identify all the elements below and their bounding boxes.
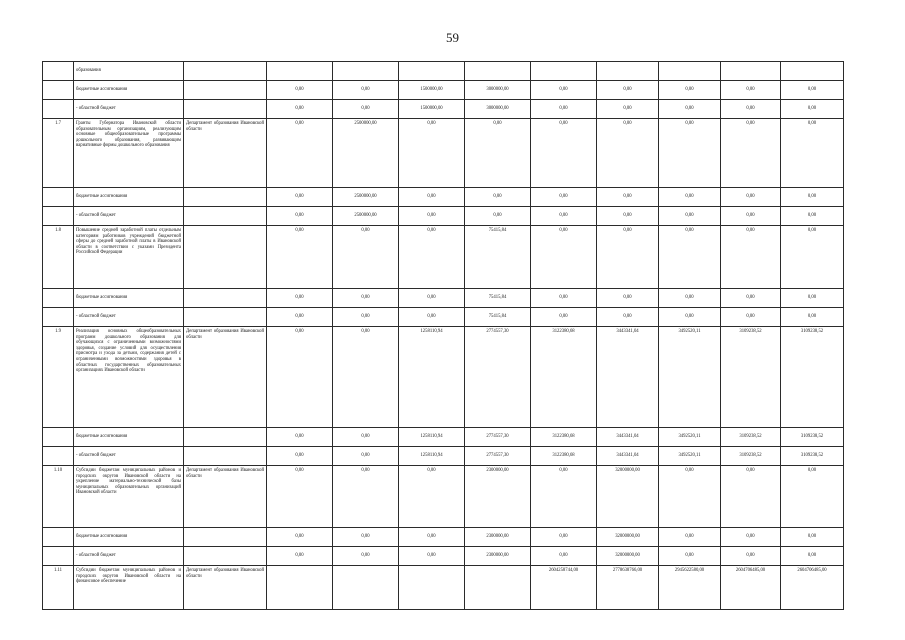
value-cell bbox=[267, 62, 333, 81]
value-cell: 0,00 bbox=[659, 100, 721, 119]
value-cell: 0,00 bbox=[659, 466, 721, 528]
description-cell: Субсидии бюджетам муниципальных районов и городских округов Ивановской области на укрепление материально-технической базы муниципальных образовательных организаций Ивановской области bbox=[74, 466, 184, 528]
row-number-cell bbox=[43, 81, 74, 100]
value-cell: 1258110,94 bbox=[399, 327, 465, 428]
department-cell bbox=[184, 62, 267, 81]
value-cell: 0,00 bbox=[267, 308, 333, 327]
value-cell: 0,00 bbox=[267, 100, 333, 119]
value-cell bbox=[465, 62, 531, 81]
value-cell: 0,00 bbox=[333, 289, 399, 308]
value-cell: 3109238,52 bbox=[781, 447, 844, 466]
table-row-budget-line bbox=[43, 81, 844, 100]
row-number-cell: 1.11 bbox=[43, 566, 74, 610]
value-cell: 0,00 bbox=[267, 428, 333, 447]
value-cell: 0,00 bbox=[333, 447, 399, 466]
description-cell: - областной бюджет bbox=[74, 308, 184, 327]
value-cell: 2774557,30 bbox=[465, 447, 531, 466]
value-cell: 0,00 bbox=[267, 466, 333, 528]
department-cell bbox=[184, 447, 267, 466]
department-cell: Департамент образования Ивановской области bbox=[184, 119, 267, 188]
value-cell: 0,00 bbox=[597, 308, 659, 327]
table-row-budget-line bbox=[43, 308, 844, 327]
value-cell: 0,00 bbox=[531, 547, 597, 566]
value-cell: 0,00 bbox=[597, 100, 659, 119]
value-cell: 0,00 bbox=[721, 528, 781, 547]
value-cell: 3109238,52 bbox=[721, 327, 781, 428]
value-cell: 0,00 bbox=[721, 547, 781, 566]
value-cell: 0,00 bbox=[267, 327, 333, 428]
value-cell: 0,00 bbox=[781, 100, 844, 119]
value-cell: 0,00 bbox=[267, 547, 333, 566]
table-row-measure bbox=[43, 226, 844, 289]
value-cell: 0,00 bbox=[399, 289, 465, 308]
value-cell bbox=[531, 62, 597, 81]
value-cell: 0,00 bbox=[399, 119, 465, 188]
value-cell: 0,00 bbox=[531, 119, 597, 188]
value-cell: 0,00 bbox=[781, 226, 844, 289]
value-cell: 3492520,11 bbox=[659, 327, 721, 428]
value-cell: 0,00 bbox=[721, 207, 781, 226]
value-cell: 2500000,00 bbox=[333, 188, 399, 207]
row-number-cell bbox=[43, 62, 74, 81]
value-cell: 0,00 bbox=[267, 447, 333, 466]
value-cell: 0,00 bbox=[659, 207, 721, 226]
department-cell: Департамент образования Ивановской области bbox=[184, 466, 267, 528]
value-cell: 0,00 bbox=[333, 466, 399, 528]
value-cell: 2604706485,00 bbox=[781, 566, 844, 610]
value-cell: 0,00 bbox=[597, 81, 659, 100]
value-cell: 0,00 bbox=[333, 327, 399, 428]
department-cell: Департамент образования Ивановской области bbox=[184, 566, 267, 610]
value-cell: 0,00 bbox=[597, 207, 659, 226]
table-row-budget-line bbox=[43, 289, 844, 308]
value-cell: 0,00 bbox=[721, 226, 781, 289]
description-cell: Гранты Губернатора Ивановской области образовательным организациям, реализующим основные общеобразовательные программы дошкольного образования, развивающим вариативные формы дошкольного образования bbox=[74, 119, 184, 188]
value-cell: 0,00 bbox=[465, 207, 531, 226]
value-cell: 0,00 bbox=[659, 289, 721, 308]
description-cell: Субсидии бюджетам муниципальных районов и городских округов Ивановской области на финансовое обеспечение bbox=[74, 566, 184, 610]
value-cell: 0,00 bbox=[781, 188, 844, 207]
value-cell: 2778638766,00 bbox=[597, 566, 659, 610]
department-cell bbox=[184, 207, 267, 226]
value-cell: 0,00 bbox=[399, 547, 465, 566]
description-cell: - областной бюджет bbox=[74, 207, 184, 226]
table-row-measure bbox=[43, 466, 844, 528]
value-cell: 2300000,00 bbox=[465, 466, 531, 528]
table-row-budget-line bbox=[43, 447, 844, 466]
value-cell: 0,00 bbox=[333, 100, 399, 119]
value-cell: 32000000,00 bbox=[597, 528, 659, 547]
value-cell: 0,00 bbox=[267, 188, 333, 207]
value-cell: 0,00 bbox=[597, 226, 659, 289]
department-cell bbox=[184, 547, 267, 566]
department-cell bbox=[184, 528, 267, 547]
value-cell: 1258110,94 bbox=[399, 428, 465, 447]
department-cell bbox=[184, 308, 267, 327]
row-number-cell bbox=[43, 188, 74, 207]
table-row-budget-line bbox=[43, 528, 844, 547]
value-cell: 3443341,04 bbox=[597, 327, 659, 428]
value-cell: 0,00 bbox=[267, 528, 333, 547]
value-cell: 0,00 bbox=[531, 289, 597, 308]
value-cell: 2500000,00 bbox=[333, 119, 399, 188]
value-cell: 0,00 bbox=[781, 119, 844, 188]
value-cell bbox=[399, 566, 465, 610]
value-cell: 2945622580,00 bbox=[659, 566, 721, 610]
row-number-cell bbox=[43, 308, 74, 327]
value-cell bbox=[721, 62, 781, 81]
value-cell: 0,00 bbox=[333, 308, 399, 327]
value-cell: 0,00 bbox=[333, 528, 399, 547]
value-cell: 0,00 bbox=[267, 119, 333, 188]
value-cell: 2500000,00 bbox=[333, 207, 399, 226]
value-cell: 3122380,68 bbox=[531, 428, 597, 447]
value-cell: 0,00 bbox=[597, 119, 659, 188]
value-cell: 2604258744,00 bbox=[531, 566, 597, 610]
value-cell: 0,00 bbox=[399, 528, 465, 547]
value-cell: 3443341,04 bbox=[597, 428, 659, 447]
department-cell bbox=[184, 428, 267, 447]
description-cell: бюджетные ассигнования bbox=[74, 188, 184, 207]
value-cell: 0,00 bbox=[333, 428, 399, 447]
value-cell: 0,00 bbox=[267, 289, 333, 308]
value-cell bbox=[267, 566, 333, 610]
value-cell: 3109238,52 bbox=[721, 428, 781, 447]
value-cell: 0,00 bbox=[781, 289, 844, 308]
row-number-cell: 1.9 bbox=[43, 327, 74, 428]
department-cell bbox=[184, 100, 267, 119]
value-cell: 2774557,30 bbox=[465, 428, 531, 447]
description-cell: - областной бюджет bbox=[74, 547, 184, 566]
value-cell: 0,00 bbox=[531, 466, 597, 528]
table-row-measure bbox=[43, 566, 844, 610]
table-row-budget-line bbox=[43, 62, 844, 81]
value-cell: 3109238,52 bbox=[781, 327, 844, 428]
value-cell: 0,00 bbox=[531, 100, 597, 119]
row-number-cell bbox=[43, 289, 74, 308]
table-row-budget-line bbox=[43, 428, 844, 447]
value-cell bbox=[597, 62, 659, 81]
value-cell: 0,00 bbox=[267, 81, 333, 100]
description-cell: бюджетные ассигнования bbox=[74, 289, 184, 308]
value-cell: 0,00 bbox=[659, 528, 721, 547]
row-number-cell: 1.10 bbox=[43, 466, 74, 528]
page-number: 59 bbox=[446, 30, 459, 45]
row-number-cell: 1.8 bbox=[43, 226, 74, 289]
description-cell: бюджетные ассигнования bbox=[74, 528, 184, 547]
value-cell: 0,00 bbox=[531, 188, 597, 207]
value-cell bbox=[781, 62, 844, 81]
value-cell: 75415,84 bbox=[465, 226, 531, 289]
value-cell: 0,00 bbox=[781, 547, 844, 566]
value-cell bbox=[659, 62, 721, 81]
value-cell: 0,00 bbox=[465, 188, 531, 207]
value-cell: 2604706485,00 bbox=[721, 566, 781, 610]
row-number-cell bbox=[43, 428, 74, 447]
value-cell: 0,00 bbox=[531, 528, 597, 547]
description-cell: - областной бюджет bbox=[74, 447, 184, 466]
row-number-cell bbox=[43, 100, 74, 119]
value-cell: 0,00 bbox=[721, 119, 781, 188]
row-number-cell bbox=[43, 528, 74, 547]
value-cell: 0,00 bbox=[333, 226, 399, 289]
value-cell: 0,00 bbox=[399, 188, 465, 207]
value-cell: 0,00 bbox=[333, 81, 399, 100]
value-cell: 0,00 bbox=[399, 226, 465, 289]
description-cell: - областной бюджет bbox=[74, 100, 184, 119]
value-cell: 1258110,94 bbox=[399, 447, 465, 466]
row-number-cell: 1.7 bbox=[43, 119, 74, 188]
value-cell: 32000000,00 bbox=[597, 466, 659, 528]
value-cell: 3122380,68 bbox=[531, 447, 597, 466]
table-row-budget-line bbox=[43, 207, 844, 226]
value-cell: 0,00 bbox=[781, 308, 844, 327]
value-cell: 0,00 bbox=[333, 547, 399, 566]
table-body bbox=[43, 62, 844, 610]
value-cell: 0,00 bbox=[531, 308, 597, 327]
description-cell: бюджетные ассигнования bbox=[74, 81, 184, 100]
value-cell: 0,00 bbox=[267, 207, 333, 226]
value-cell: 32000000,00 bbox=[597, 547, 659, 566]
description-cell: бюджетные ассигнования bbox=[74, 428, 184, 447]
value-cell: 0,00 bbox=[399, 207, 465, 226]
value-cell: 0,00 bbox=[659, 81, 721, 100]
table-row-measure bbox=[43, 327, 844, 428]
value-cell bbox=[465, 566, 531, 610]
value-cell: 2300000,00 bbox=[465, 547, 531, 566]
value-cell: 0,00 bbox=[659, 547, 721, 566]
value-cell: 0,00 bbox=[531, 226, 597, 289]
value-cell: 3000000,00 bbox=[465, 81, 531, 100]
value-cell: 0,00 bbox=[659, 188, 721, 207]
value-cell: 75415,84 bbox=[465, 289, 531, 308]
row-number-cell bbox=[43, 207, 74, 226]
department-cell: Департамент образования Ивановской области bbox=[184, 327, 267, 428]
value-cell: 2300000,00 bbox=[465, 528, 531, 547]
value-cell: 0,00 bbox=[399, 466, 465, 528]
value-cell: 3109238,52 bbox=[721, 447, 781, 466]
department-cell bbox=[184, 289, 267, 308]
value-cell: 0,00 bbox=[721, 466, 781, 528]
value-cell: 0,00 bbox=[531, 207, 597, 226]
table-row-budget-line bbox=[43, 100, 844, 119]
description-cell: Повышение средней заработной платы отдельным категориям работников учреждений бюджетной сферы до средней заработной платы в Ивановской области в соответствии с указами Президента Российской Федерации bbox=[74, 226, 184, 289]
value-cell: 0,00 bbox=[531, 81, 597, 100]
value-cell: 0,00 bbox=[721, 308, 781, 327]
value-cell: 0,00 bbox=[597, 289, 659, 308]
value-cell: 75415,84 bbox=[465, 308, 531, 327]
value-cell bbox=[333, 62, 399, 81]
value-cell bbox=[333, 566, 399, 610]
value-cell: 3109238,52 bbox=[781, 428, 844, 447]
table-row-measure bbox=[43, 119, 844, 188]
row-number-cell bbox=[43, 547, 74, 566]
table-row-budget-line bbox=[43, 188, 844, 207]
value-cell: 0,00 bbox=[721, 289, 781, 308]
value-cell: 3492520,11 bbox=[659, 428, 721, 447]
value-cell: 1500000,00 bbox=[399, 100, 465, 119]
value-cell: 3443341,04 bbox=[597, 447, 659, 466]
value-cell: 0,00 bbox=[399, 308, 465, 327]
value-cell: 0,00 bbox=[465, 119, 531, 188]
value-cell: 0,00 bbox=[721, 188, 781, 207]
budget-table bbox=[42, 61, 844, 610]
value-cell: 0,00 bbox=[659, 119, 721, 188]
value-cell: 3122380,68 bbox=[531, 327, 597, 428]
description-cell: образования bbox=[74, 62, 184, 81]
value-cell: 1500000,00 bbox=[399, 81, 465, 100]
row-number-cell bbox=[43, 447, 74, 466]
department-cell bbox=[184, 226, 267, 289]
value-cell: 0,00 bbox=[781, 466, 844, 528]
value-cell: 0,00 bbox=[597, 188, 659, 207]
department-cell bbox=[184, 188, 267, 207]
value-cell: 0,00 bbox=[721, 100, 781, 119]
description-cell: Реализация основных общеобразовательных программ дошкольного образования для обучающихся с ограниченными возможностями здоровья, создание условий для осуществления присмотра и ухода за детьми, содержания детей с ограниченными возможностями здоровья в областных государственных образовательных организациях Ивановской области bbox=[74, 327, 184, 428]
value-cell: 0,00 bbox=[659, 226, 721, 289]
value-cell: 2774557,30 bbox=[465, 327, 531, 428]
value-cell bbox=[399, 62, 465, 81]
table-row-budget-line bbox=[43, 547, 844, 566]
department-cell bbox=[184, 81, 267, 100]
value-cell: 0,00 bbox=[781, 81, 844, 100]
value-cell: 3000000,00 bbox=[465, 100, 531, 119]
value-cell: 0,00 bbox=[659, 308, 721, 327]
value-cell: 0,00 bbox=[721, 81, 781, 100]
value-cell: 0,00 bbox=[781, 207, 844, 226]
value-cell: 3492520,11 bbox=[659, 447, 721, 466]
value-cell: 0,00 bbox=[781, 528, 844, 547]
value-cell: 0,00 bbox=[267, 226, 333, 289]
